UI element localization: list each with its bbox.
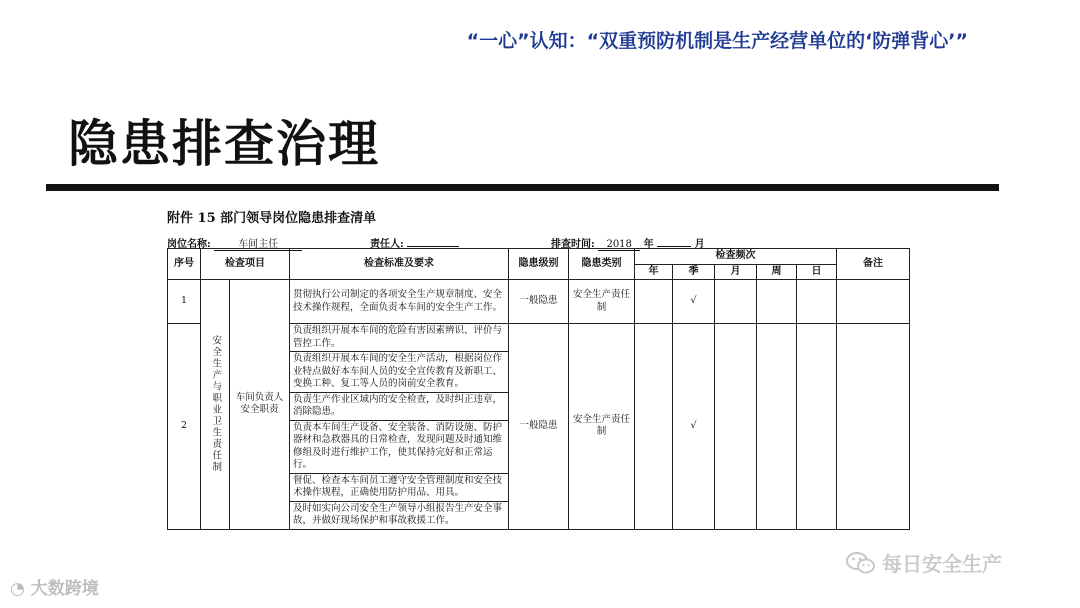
row1-level: 一般隐患 — [509, 280, 569, 324]
row2-standard-2: 负责组织开展本车间的安全生产活动，根据岗位作业特点做好本车间人员的安全宣传教育及新职工、变换工种、复工等人员的岗前安全教育。 — [290, 352, 509, 393]
logo-icon: ◔ — [10, 579, 25, 599]
row2-month — [715, 324, 757, 530]
item-sub: 车间负责人安全职责 — [230, 280, 290, 530]
watermark-right-text: 每日安全生产 — [882, 552, 1002, 576]
item-main: 安全生产与职业卫生责任制 — [210, 335, 222, 474]
row2-year — [635, 324, 673, 530]
header-remark: 备注 — [837, 249, 910, 280]
position-label: 岗位名称: — [167, 239, 211, 250]
header-day: 日 — [797, 264, 837, 280]
row2-level: 一般隐患 — [509, 324, 569, 530]
row2-week — [757, 324, 797, 530]
row1-category: 安全生产责任制 — [569, 280, 635, 324]
row2-day — [797, 324, 837, 530]
slogan-header: “一心”认知：“双重预防机制是生产经营单位的‘防弹背心’” — [466, 30, 968, 52]
row1-week — [757, 280, 797, 324]
row1-month — [715, 280, 757, 324]
row2-standard-1: 负责组织开展本车间的危险有害因素辨识、评价与管控工作。 — [290, 324, 509, 352]
header-standard: 检查标准及要求 — [290, 249, 509, 280]
row2-standard-4: 负责本车间生产设备、安全装备、消防设施、防护器材和急救器具的日常检查，发现问题及时通知维修组及时进行维护工作，使其保持完好和正常运行。 — [290, 420, 509, 473]
header-level: 隐患级别 — [509, 249, 569, 280]
title-divider — [46, 184, 999, 191]
page-title: 隐患排查治理 — [68, 115, 380, 173]
watermark-left — [10, 574, 99, 599]
watermark-right — [846, 548, 1002, 577]
date-year: 2018 — [598, 239, 640, 251]
row2-standard-3: 负责生产作业区域内的安全检查，及时纠正违章，消除隐患。 — [290, 392, 509, 420]
month-char: 月 — [694, 239, 705, 250]
row1-day — [797, 280, 837, 324]
item-main-cell — [201, 280, 230, 530]
row2-seq: 2 — [168, 324, 201, 530]
watermark-left-text: 大数跨境 — [30, 579, 99, 599]
position-value: 车间主任 — [214, 235, 302, 251]
header-week: 周 — [757, 264, 797, 280]
header-year: 年 — [635, 264, 673, 280]
wechat-icon — [846, 552, 876, 574]
document-title: 附件 15 部门领导岗位隐患排查清单 — [167, 211, 377, 226]
row2-remark — [837, 324, 910, 530]
row1-remark — [837, 280, 910, 324]
header-seq: 序号 — [168, 249, 201, 280]
date-label: 排查时间: — [551, 239, 595, 250]
responsible-label: 责任人: — [370, 239, 404, 250]
header-frequency: 检查频次 — [635, 249, 837, 265]
header-month: 月 — [715, 264, 757, 280]
year-char: 年 — [643, 239, 654, 250]
inspection-table — [167, 248, 910, 530]
row1-seq: 1 — [168, 280, 201, 324]
row2-category: 安全生产责任制 — [569, 324, 635, 530]
table-row — [168, 280, 910, 324]
header-quarter: 季 — [673, 264, 715, 280]
row1-year — [635, 280, 673, 324]
header-item: 检查项目 — [201, 249, 290, 280]
row2-standard-6: 及时如实向公司安全生产领导小组报告生产安全事故，并做好现场保护和事故救援工作。 — [290, 501, 509, 529]
header-category: 隐患类别 — [569, 249, 635, 280]
row2-quarter: √ — [673, 324, 715, 530]
date-month — [657, 246, 691, 247]
row2-standard-5: 督促、检查本车间员工遵守安全管理制度和安全技术操作规程，正确使用防护用品、用具。 — [290, 473, 509, 501]
row1-standard: 贯彻执行公司制定的各项安全生产规章制度、安全技术操作规程，全面负责本车间的安全生产工作。 — [290, 280, 509, 324]
row1-quarter: √ — [673, 280, 715, 324]
responsible-value — [407, 246, 459, 247]
